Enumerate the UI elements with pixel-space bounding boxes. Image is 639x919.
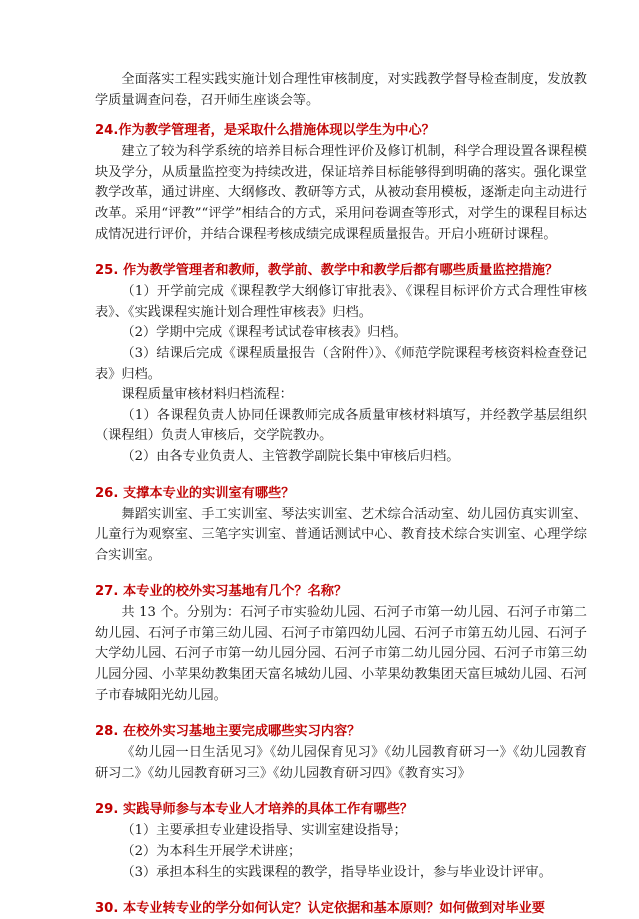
section-24	[95, 121, 587, 245]
answer-paragraph: 舞蹈实训室、手工实训室、琴法实训室、艺术综合活动室、幼儿园仿真实训室、儿童行为观察室、三笔字实训室、普通话测试中心、教育技术综合实训室、心理学综合实训室。	[95, 506, 587, 563]
answer-paragraph: （2）学期中完成《课程考试试卷审核表》归档。	[121, 325, 407, 341]
question-heading: 26. 支撑本专业的实训室有哪些？	[95, 485, 295, 501]
question-heading: 30. 本专业转专业的学分如何认定？认定依据和基本原则？如何做到对毕业要	[95, 901, 545, 917]
answer-paragraph: （2）由各专业负责人、主管教学副院长集中审核后归档。	[121, 448, 460, 464]
answer-paragraph: （2）为本科生开展学术讲座；	[121, 844, 302, 860]
answer-paragraph: 《幼儿园一日生活见习》《幼儿园保育见习》《幼儿园教育研习一》《幼儿园教育研习二》《幼儿园教育研习三》《幼儿园教育研习四》《教育实习》	[95, 745, 587, 781]
section-30	[95, 899, 587, 919]
question-heading: 27. 本专业的校外实习基地有几个？名称？	[95, 584, 348, 600]
answer-paragraph: （1）开学前完成《课程教学大纲修订审批表》、《课程目标评价方式合理性审核表》、《实践课程实施计划合理性审核表》归档。	[95, 284, 587, 320]
question-heading: 28. 在校外实习基地主要完成哪些实习内容？	[95, 724, 361, 740]
section-26	[95, 484, 587, 567]
question-heading: 29. 实践导师参与本专业人才培养的具体工作有哪些？	[95, 802, 414, 818]
answer-paragraph: 课程质量审核材料归档流程：	[121, 387, 293, 403]
answer-paragraph: （1）各课程负责人协同任课教师完成各质量审核材料填写，并经教学基层组织（课程组）负责人审核后，交学院教办。	[95, 407, 587, 444]
section-27	[95, 582, 587, 706]
answer-paragraph: 共 13 个。分别为：石河子市实验幼儿园、石河子市第一幼儿园、石河子市第二幼儿园、石河子市第三幼儿园、石河子市第四幼儿园、石河子市第五幼儿园、石河子大学幼儿园、石河子市第一幼儿园分园、石河子市第二幼儿园分园、石河子市第三幼儿园分园、小苹果幼教集团天富名城幼儿园、小苹果幼教集团天富巨城幼儿园、石河子市春城阳光幼儿园。	[95, 605, 587, 703]
section-25	[95, 261, 587, 467]
section-29	[95, 800, 587, 883]
section-28	[95, 722, 587, 784]
question-heading: 24.作为教学管理者，是采取什么措施体现以学生为中心？	[95, 123, 435, 139]
answer-paragraph: 建立了较为科学系统的培养目标合理性评价及修订机制，科学合理设置各课程模块及学分，从质量监控变为持续改进，保证培养目标能够得到明确的落实。强化课堂教学改革，通过讲座、大纲修改、教研等方式，从被动套用模板，逐渐走向主动进行改革。采用“评教”“评学”相结合的方式，采用问卷调查等形式，对学生的课程目标达成情况进行评价，并结合课程考核成绩完成课程质量报告。开启小班研讨课程。	[95, 144, 587, 242]
answer-paragraph: （1）主要承担专业建设指导、实训室建设指导；	[121, 823, 407, 839]
question-heading: 25. 作为教学管理者和教师，教学前、教学中和教学后都有哪些质量监控措施？	[95, 263, 559, 279]
answer-paragraph: （3）承担本科生的实践课程的教学，指导毕业设计，参与毕业设计评审。	[121, 864, 552, 880]
answer-paragraph: （3）结课后完成《课程质量报告（含附件）》、《师范学院课程考核资料检查登记表》归档。	[95, 345, 587, 382]
intro-paragraph: 全面落实工程实践实施计划合理性审核制度，对实践教学督导检查制度，发放教学质量调查问卷，召开师生座谈会等。	[95, 72, 587, 108]
